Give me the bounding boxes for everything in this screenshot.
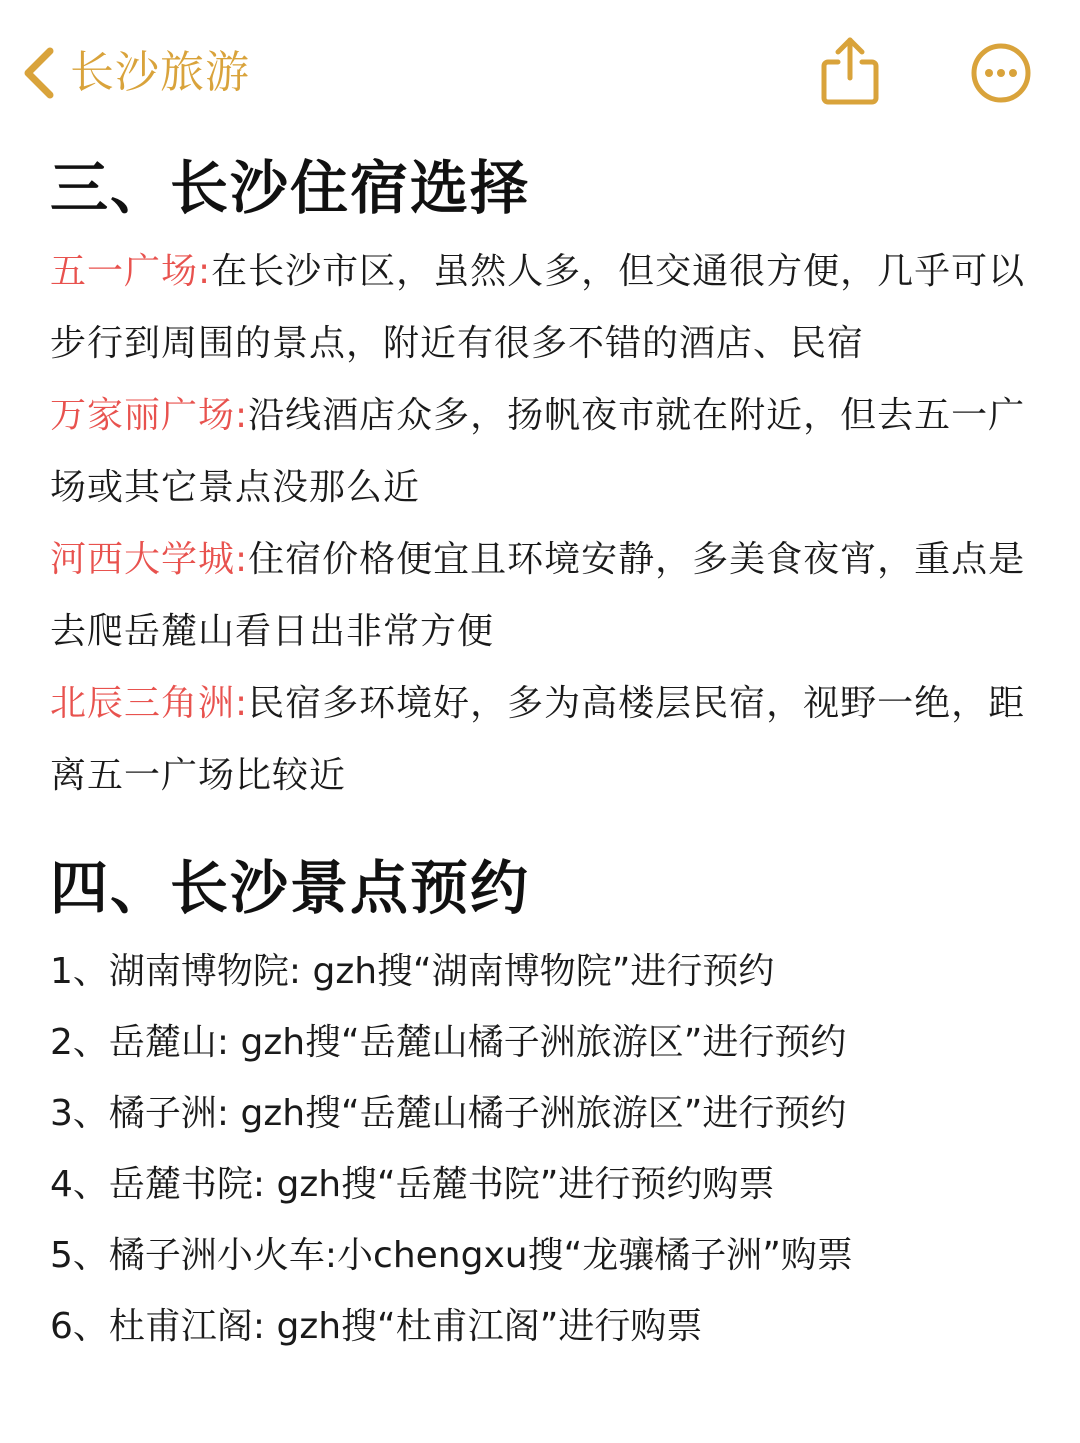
list-item: 3、橘子洲: gzh搜“岳麓山橘子洲旅游区”进行预约	[50, 1093, 847, 1134]
back-button[interactable]	[20, 38, 250, 108]
section-spacer	[50, 812, 1040, 840]
note-content	[50, 140, 1040, 1362]
accommodation-item	[50, 380, 1040, 524]
list-item: 4、岳麓书院: gzh搜“岳麓书院”进行预约购票	[50, 1164, 775, 1205]
accommodation-item	[50, 668, 1040, 812]
list-item: 6、杜甫江阁: gzh搜“杜甫江阁”进行购票	[50, 1306, 703, 1347]
chevron-left-icon	[20, 45, 56, 101]
nav-title: 长沙旅游	[70, 47, 250, 98]
more-icon	[970, 89, 1032, 108]
accommodation-item	[50, 236, 1040, 380]
list-item: 2、岳麓山: gzh搜“岳麓山橘子洲旅游区”进行预约	[50, 1022, 847, 1063]
accommodation-text: 住宿价格便宜且环境安静，多美食夜宵，重点是去爬岳麓山看日出非常方便	[50, 539, 1026, 652]
accommodation-label: 河西大学城:	[50, 539, 249, 580]
share-icon	[818, 91, 882, 110]
section-title-reservation: 四、长沙景点预约	[50, 854, 531, 922]
accommodation-text: 沿线酒店众多，扬帆夜市就在附近，但去五一广场或其它景点没那么近	[50, 395, 1026, 508]
list-item: 5、橘子洲小火车:小chengxu搜“龙骧橘子洲”购票	[50, 1235, 853, 1276]
nav-bar	[0, 0, 1080, 140]
share-button[interactable]	[818, 34, 882, 106]
accommodation-label: 万家丽广场:	[50, 395, 249, 436]
accommodation-text: 在长沙市区，虽然人多，但交通很方便，几乎可以步行到周围的景点，附近有很多不错的酒店、民宿	[50, 251, 1026, 364]
section-title-accommodation: 三、长沙住宿选择	[50, 154, 531, 222]
accommodation-label: 五一广场:	[50, 251, 212, 292]
list-item: 1、湖南博物院: gzh搜“湖南博物院”进行预约	[50, 951, 775, 992]
accommodation-text: 民宿多环境好，多为高楼层民宿，视野一绝，距离五一广场比较近	[50, 683, 1026, 796]
more-button[interactable]	[970, 42, 1032, 104]
accommodation-item	[50, 524, 1040, 668]
accommodation-label: 北辰三角洲:	[50, 683, 249, 724]
